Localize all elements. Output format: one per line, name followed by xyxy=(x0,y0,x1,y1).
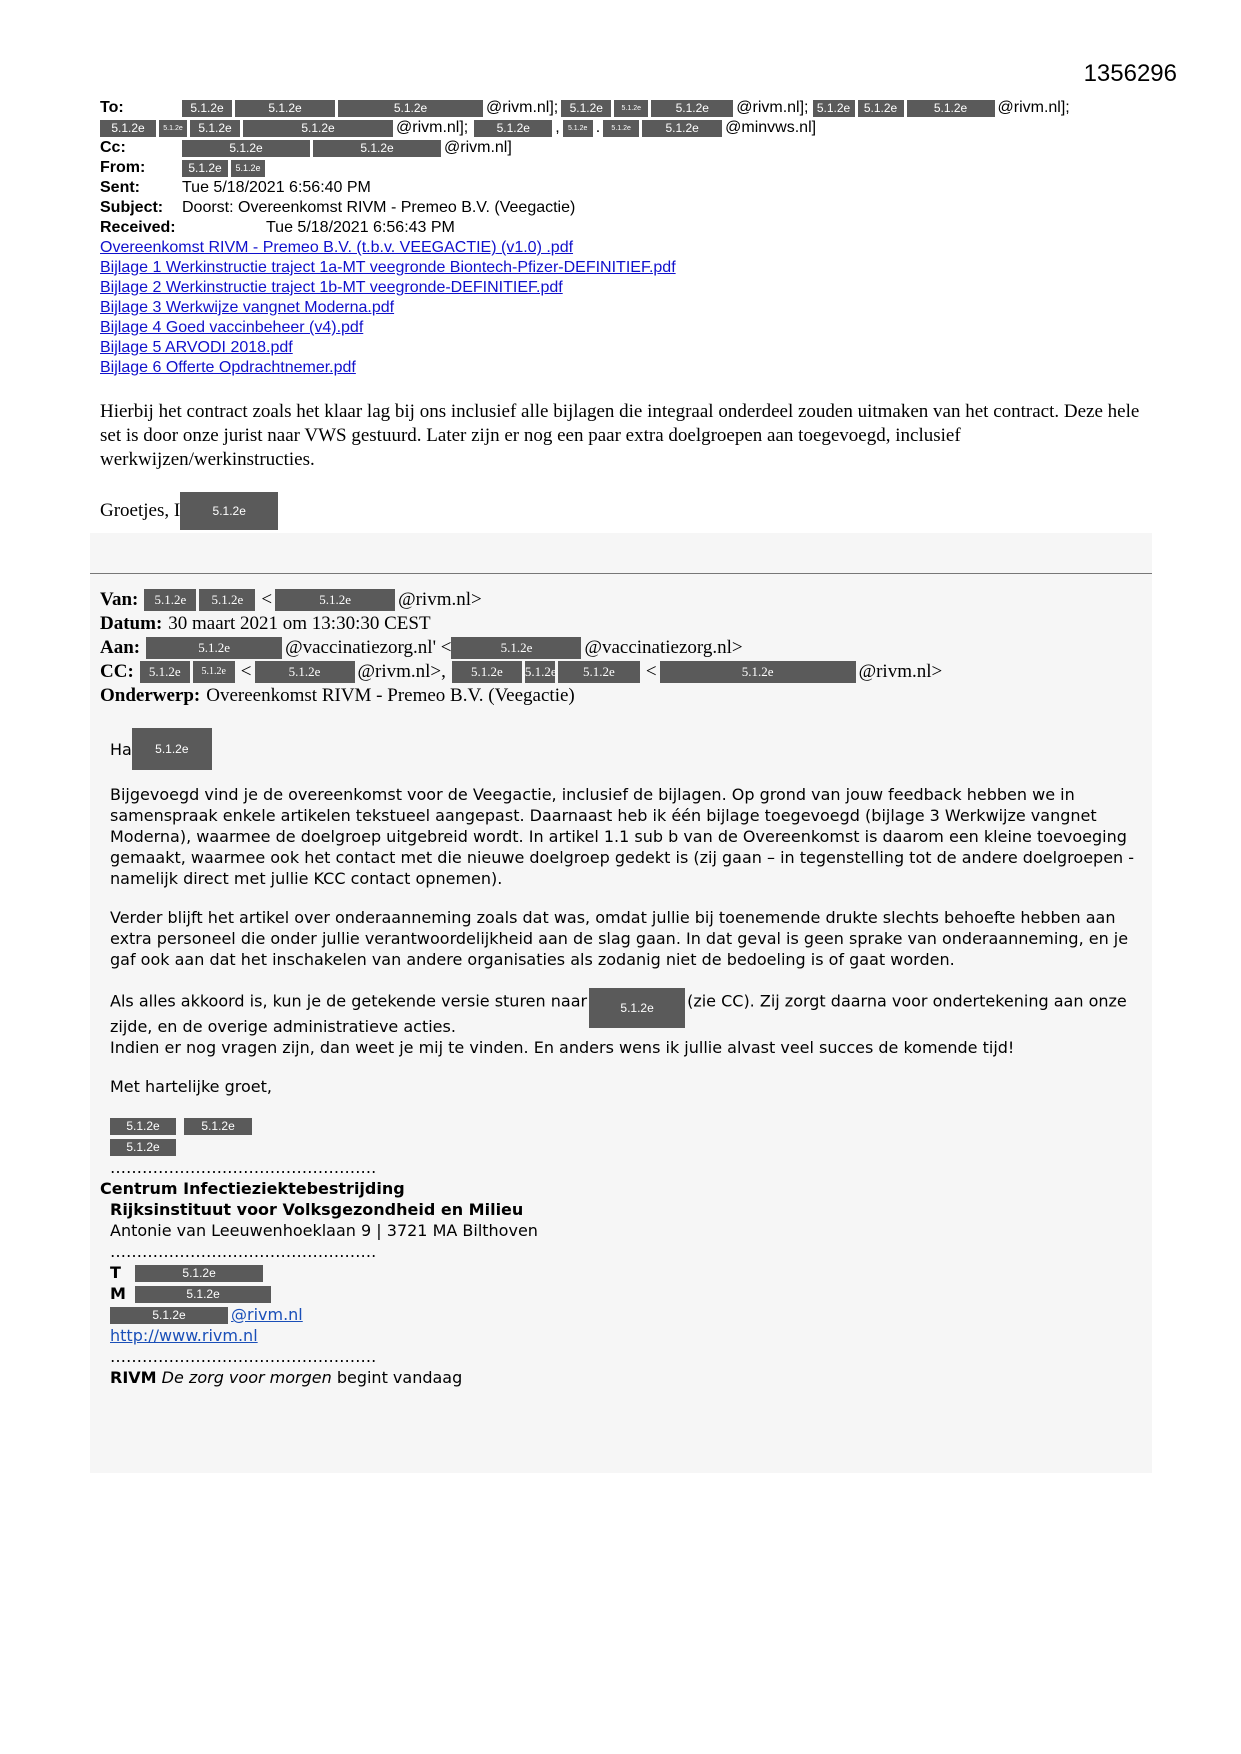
redaction: 5.1.2e xyxy=(132,728,212,770)
aan-address: @vaccinatiezorg.nl' < xyxy=(285,637,452,658)
redaction: 5.1.2e xyxy=(614,100,648,117)
cc-address: @rivm.nl> xyxy=(858,661,943,682)
motto-italic: De zorg voor morgen xyxy=(161,1368,332,1387)
redaction: 5.1.2e xyxy=(184,1118,252,1135)
sent-label: Sent: xyxy=(100,179,140,196)
redaction: 5.1.2e xyxy=(110,1139,176,1156)
cc-label: CC: xyxy=(100,661,134,682)
datum-row xyxy=(100,612,1140,636)
motto xyxy=(110,1367,1140,1388)
subject-value: Doorst: Overeenkomst RIVM - Premeo B.V. (Veegactie) xyxy=(182,199,576,216)
sent-value: Tue 5/18/2021 6:56:40 PM xyxy=(182,179,371,196)
redaction: 5.1.2e xyxy=(589,988,685,1028)
subject-label: Subject: xyxy=(100,199,164,216)
redaction: 5.1.2e xyxy=(100,120,156,137)
redaction: 5.1.2e xyxy=(135,1286,271,1303)
to-address: @rivm.nl]; xyxy=(736,99,809,116)
to-label: To: xyxy=(100,99,124,116)
subject-row xyxy=(100,198,1100,218)
motto-brand: RIVM xyxy=(110,1368,157,1387)
org-name: Centrum Infectieziektebestrijding xyxy=(100,1179,405,1198)
cc-row: CC: 5.1.2e 5.1.2e < 5.1.2e @rivm.nl>, 5.1.2e 5.1.2e 5.1.2e < 5.1.2e @rivm.nl> xyxy=(100,661,943,682)
onderwerp-row xyxy=(100,684,1140,708)
datum-label: Datum: xyxy=(100,613,163,634)
to-row xyxy=(100,98,1100,118)
attachment-link[interactable]: Bijlage 2 Werkinstructie traject 1b-MT veegronde-DEFINITIEF.pdf xyxy=(100,279,563,296)
redaction: 5.1.2e xyxy=(338,100,483,117)
redaction: 5.1.2e xyxy=(813,100,855,117)
to-address: @rivm.nl]; xyxy=(486,99,559,116)
cc-label: Cc: xyxy=(100,139,126,156)
redaction: 5.1.2e xyxy=(642,120,722,137)
attachment-link[interactable]: Bijlage 1 Werkinstructie traject 1a-MT veegronde Biontech-Pfizer-DEFINITIEF.pdf xyxy=(100,259,676,276)
signature-name xyxy=(110,1115,1140,1136)
redaction: 5.1.2e xyxy=(135,1265,263,1282)
forward-message: Hierbij het contract zoals het klaar lag bij ons inclusief alle bijlagen die integraal onderdeel zouden uitmaken van het contract. Deze hele set is door onze jurist naar VWS gestuurd. Later zijn er nog een paar extra doelgroepen aan toegevoegd, inclusief werkwijzen/werkinstructies. xyxy=(100,401,1140,470)
divider xyxy=(90,573,1152,574)
website-link[interactable]: http://www.rivm.nl xyxy=(110,1326,258,1345)
redaction: 5.1.2e xyxy=(144,589,196,611)
cc-address: @rivm.nl] xyxy=(444,139,512,156)
redaction: 5.1.2e xyxy=(907,100,995,117)
org-name: Rijksinstituut voor Volksgezondheid en Milieu xyxy=(110,1200,524,1219)
forward-header xyxy=(100,98,1100,378)
redaction: 5.1.2e xyxy=(193,661,235,683)
paragraph: Indien er nog vragen zijn, dan weet je mij te vinden. En anders wens ik jullie alvast veel succes de komende tijd! xyxy=(110,1038,1015,1057)
received-row xyxy=(100,218,1100,238)
greeting-line xyxy=(110,728,1140,770)
redaction: 5.1.2e xyxy=(159,120,187,137)
m-label: M xyxy=(110,1284,126,1303)
original-header xyxy=(100,588,1140,708)
redaction: 5.1.2e xyxy=(858,100,904,117)
redaction: 5.1.2e xyxy=(235,100,335,117)
from-label: From: xyxy=(100,159,146,176)
redaction: 5.1.2e xyxy=(182,140,310,157)
dotted-separator: ………………….………………………. xyxy=(110,1347,377,1366)
dotted-separator: ………………….………………………. xyxy=(110,1242,377,1261)
redaction: 5.1.2e xyxy=(451,637,581,659)
van-label: Van: xyxy=(100,589,139,610)
attachment-link[interactable]: Bijlage 4 Goed vaccinbeheer (v4).pdf xyxy=(100,319,364,336)
redaction: 5.1.2e xyxy=(313,140,441,157)
paragraph xyxy=(110,988,1140,1037)
to-row-continued xyxy=(100,118,1100,138)
redaction: 5.1.2e xyxy=(561,100,611,117)
redaction: 5.1.2e xyxy=(182,100,232,117)
greeting: Ha xyxy=(110,739,132,759)
separator: . xyxy=(595,119,601,136)
redaction: 5.1.2e xyxy=(182,160,228,177)
redaction: 5.1.2e xyxy=(474,120,552,137)
redaction: 5.1.2e xyxy=(603,120,639,137)
t-label: T xyxy=(110,1263,121,1282)
address: Antonie van Leeuwenhoeklaan 9 | 3721 MA Bilthoven xyxy=(110,1221,538,1240)
phone-row xyxy=(110,1262,1140,1283)
received-value: Tue 5/18/2021 6:56:43 PM xyxy=(266,219,455,236)
to-address: @rivm.nl]; xyxy=(396,119,469,136)
redaction: 5.1.2e xyxy=(110,1118,176,1135)
separator: , xyxy=(555,119,560,136)
signature-name xyxy=(110,1136,1140,1157)
paragraph: Verder blijft het artikel over onderaanneming zoals dat was, omdat jullie bij toenemende drukte slechts behoefte hebben aan extra personeel die onder jullie verantwoordelijkheid aan de slag gaan. In dat geval is geen sprake van onderaanneming, en je gaf ook aan dat het inschakelen van andere organisaties als zodanig niet de bedoeling is of gaat worden. xyxy=(110,908,1129,969)
motto-rest: begint vandaag xyxy=(336,1368,463,1387)
attachment-list xyxy=(100,238,1100,378)
aan-label: Aan: xyxy=(100,637,141,658)
email-link[interactable]: @rivm.nl xyxy=(231,1305,303,1324)
email-row xyxy=(110,1304,1140,1325)
redaction: 5.1.2e xyxy=(651,100,733,117)
forward-closing xyxy=(100,492,1140,530)
cc-address: @rivm.nl>, xyxy=(357,661,446,682)
aan-address: @vaccinatiezorg.nl> xyxy=(584,637,743,658)
redaction: 5.1.2e xyxy=(199,589,255,611)
redaction: 5.1.2e xyxy=(180,492,278,530)
redaction: 5.1.2e xyxy=(243,120,393,137)
redaction: 5.1.2e xyxy=(525,661,555,683)
mobile-row xyxy=(110,1283,1140,1304)
from-row xyxy=(100,158,1100,178)
to-address: @minvws.nl] xyxy=(725,119,817,136)
document-id: 1356296 xyxy=(1083,60,1177,87)
redaction: 5.1.2e xyxy=(558,661,640,683)
onderwerp-label: Onderwerp: xyxy=(100,685,201,706)
attachment-link[interactable]: Bijlage 5 ARVODI 2018.pdf xyxy=(100,339,293,356)
redaction: 5.1.2e xyxy=(140,661,190,683)
cc-row xyxy=(100,138,1100,158)
van-address: @rivm.nl> xyxy=(398,589,482,610)
attachment-link[interactable]: Overeenkomst RIVM - Premeo B.V. (t.b.v. VEEGACTIE) (v1.0) .pdf xyxy=(100,239,574,256)
to-address: @rivm.nl]; xyxy=(997,99,1070,116)
paragraph-text: (zie CC). Zij zorgt daarna voor ondertekening aan onze zijde, en de overige administratieve acties. xyxy=(110,991,1127,1036)
forward-body xyxy=(100,400,1140,530)
dotted-separator: ………………….………………………. xyxy=(110,1158,377,1177)
received-label: Received: xyxy=(100,219,176,236)
redaction: 5.1.2e xyxy=(231,160,265,177)
redaction: 5.1.2e xyxy=(255,661,355,683)
closing-text: Groetjes, I xyxy=(100,500,181,521)
datum-value: 30 maart 2021 om 13:30:30 CEST xyxy=(168,613,431,634)
redaction: 5.1.2e xyxy=(660,661,856,683)
original-body xyxy=(100,728,1140,1388)
attachment-link[interactable]: Bijlage 6 Offerte Opdrachtnemer.pdf xyxy=(100,359,356,376)
signature xyxy=(100,1115,1140,1388)
redaction: 5.1.2e xyxy=(190,120,240,137)
paragraph-text: Als alles akkoord is, kun je de getekende versie sturen naar xyxy=(110,991,588,1011)
redaction: 5.1.2e xyxy=(146,637,282,659)
redaction: 5.1.2e xyxy=(563,120,593,137)
van-row: Van: 5.1.2e 5.1.2e < 5.1.2e @rivm.nl> xyxy=(100,589,482,610)
redaction: 5.1.2e xyxy=(275,589,395,611)
onderwerp-value: Overeenkomst RIVM - Premeo B.V. (Veegactie) xyxy=(206,685,575,706)
redaction: 5.1.2e xyxy=(110,1307,228,1324)
redaction: 5.1.2e xyxy=(452,661,522,683)
closing-text: Met hartelijke groet, xyxy=(110,1077,272,1096)
sent-row xyxy=(100,178,1100,198)
aan-row xyxy=(100,636,1140,660)
paragraph: Bijgevoegd vind je de overeenkomst voor de Veegactie, inclusief de bijlagen. Op grond van jouw feedback hebben we in samenspraak enkele artikelen tekstueel aangepast. Daarnaast heb ik één bijlage toegevoegd (bijlage 3 Werkwijze vangnet Moderna), waarmee de doelgroep uitgebreid wordt. In artikel 1.1 sub b van de Overeenkomst is daarom een kleine toevoeging gemaakt, waarmee ook het contact met die nieuwe doelgroep gedekt is (zij gaan – in tegenstelling tot de andere doelgroepen - namelijk direct met jullie KCC contact opnemen). xyxy=(110,785,1135,888)
attachment-link[interactable]: Bijlage 3 Werkwijze vangnet Moderna.pdf xyxy=(100,299,395,316)
